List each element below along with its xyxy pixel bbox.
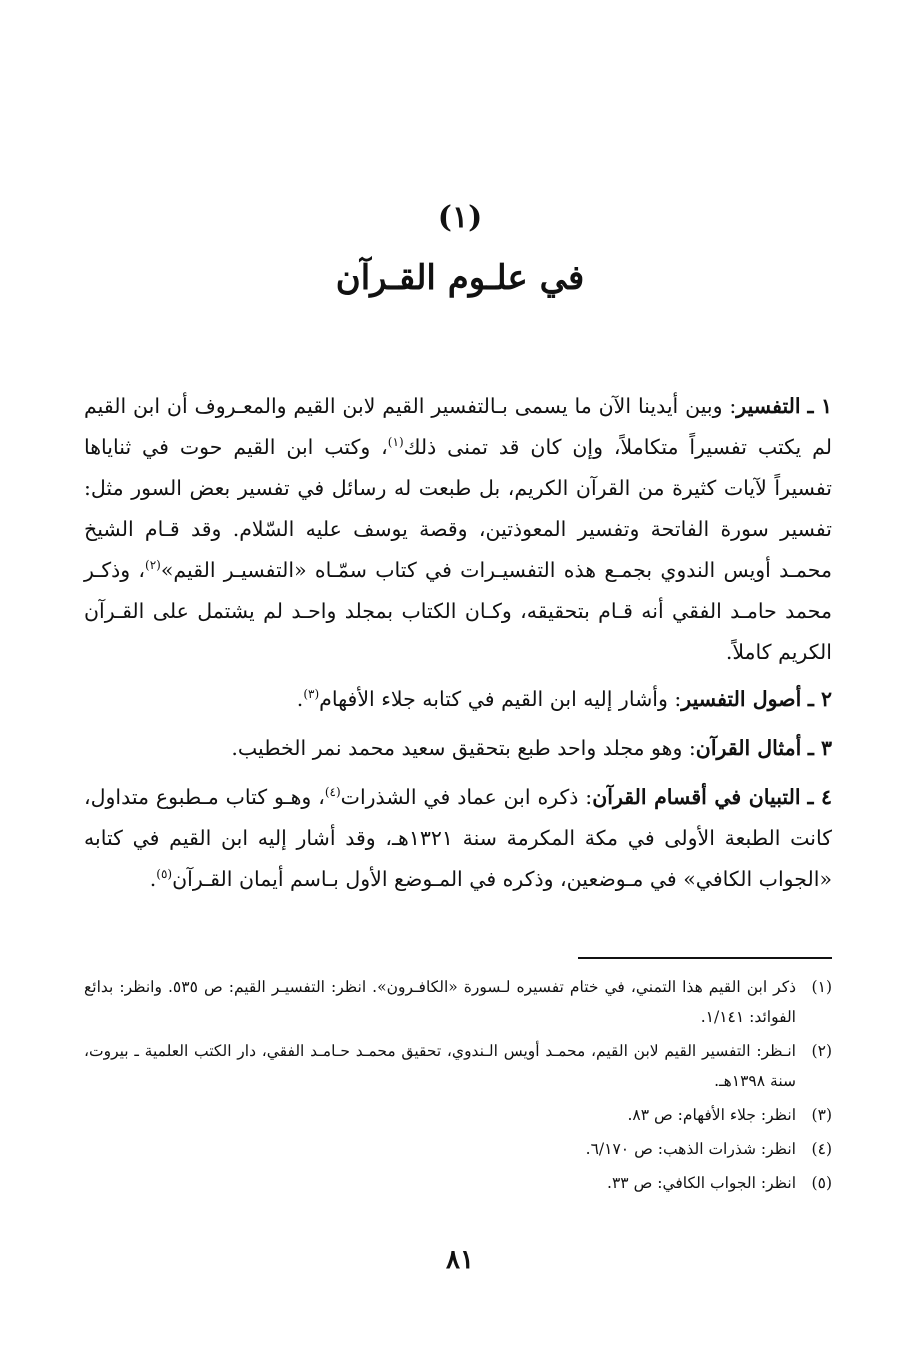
footnote-3 — [84, 1100, 832, 1130]
item-text: ، وذكـر محمد حامـد الفقي أنه قـام بتحقيقه، وكـان الكتاب بمجلد واحـد لم يشتمل على القـرآن الكريم كاملاً. — [84, 558, 832, 664]
item-text: : وبين أيدينا الآن ما يسمى بـالتفسير القيم لابن القيم والمعـروف أن ابن القيم لم يكتب تفسيراً متكاملاً، وإن كان قد تمنى ذلك — [84, 394, 833, 459]
footnote-label: (٥) — [811, 1174, 832, 1192]
item-title: التفسير — [736, 394, 801, 418]
footnote-text: انظر: الجواب الكافي: ص ٣٣. — [607, 1174, 796, 1192]
footnote-ref[interactable]: (٥) — [156, 867, 173, 882]
footnote-ref[interactable]: (٤) — [324, 785, 341, 800]
footnote-text: انـظر: التفسير القيم لابن القيم، محمـد أويس الـندوي، تحقيق محمـد حـامـد الفقي، دار الكتب العلمية ـ بيروت، سنة ١٣٩٨هـ. — [84, 1042, 796, 1090]
chapter-number: (١) — [437, 200, 483, 235]
item-text: ، وكتب ابن القيم حوت في ثناياها تفسيراً لآيات كثيرة من القرآن الكريم، بل طبعت له رسائل في تفسير بعض السور مثل: تفسير سورة الفاتحة وتفسير المعوذتين، وقصة يوسف عليه السّلام. وقد قـام الشيخ محمـد أويس الندوي بجمـع هذه التفسيـرات في كتاب سمّـاه «التفسيـر القيم» — [84, 435, 832, 582]
chapter-title: في علـوم القـرآن — [335, 258, 585, 298]
footnote-5 — [84, 1168, 832, 1198]
footnote-label: (٤) — [811, 1140, 832, 1158]
item-number: ١ ـ — [807, 394, 832, 418]
footnote-text: ذكر ابن القيم هذا التمني، في ختام تفسيره لـسورة «الكافـرون». انظر: التفسيـر القيم: ص ٥٣٥. وانظر: بدائع الفوائد: ١/١٤١. — [84, 978, 796, 1026]
paragraph-item-2 — [84, 679, 832, 720]
footnote-1 — [84, 972, 832, 1032]
footnote-label: (٣) — [811, 1106, 832, 1124]
item-text: : وأشار إليه ابن القيم في كتابه جلاء الأفهام — [319, 687, 682, 711]
item-title: التبيان في أقسام القرآن — [592, 785, 801, 809]
footnote-text: انظر: جلاء الأفهام: ص ٨٣. — [627, 1106, 796, 1124]
item-title: أمثال القرآن — [695, 736, 802, 760]
footnotes — [84, 972, 832, 1202]
footnote-ref[interactable]: (٣) — [303, 687, 320, 702]
footnote-label: (٢) — [811, 1042, 832, 1060]
item-text: : ذكره ابن عماد في الشذرات — [340, 785, 593, 809]
body-text — [84, 386, 832, 908]
footnote-divider — [578, 957, 832, 959]
paragraph-item-4 — [84, 777, 832, 900]
footnote-label: (١) — [811, 978, 832, 996]
footnote-text: انظر: شذرات الذهب: ص ٦/١٧٠. — [585, 1140, 796, 1158]
item-number: ٣ ـ — [807, 736, 832, 760]
item-title: أصول التفسير — [681, 687, 802, 711]
footnote-ref[interactable]: (١) — [387, 435, 404, 450]
item-number: ٤ ـ — [807, 785, 832, 809]
footnote-ref[interactable]: (٢) — [145, 558, 161, 573]
footnote-4 — [84, 1134, 832, 1164]
item-text: ، وهـو كتاب مـطبوع متداول، كانت الطبعة الأولى في مكة المكرمة سنة ١٣٢١هـ، وقد أشار إليه ابن القيم في كتابه «الجواب الكافي» في مـوضعين، وذكره في المـوضع الأول بـاسم أيمان القـرآن — [84, 785, 832, 891]
footnote-2 — [84, 1036, 832, 1096]
page-number: ٨١ — [446, 1245, 474, 1275]
paragraph-item-1 — [84, 386, 832, 673]
paragraph-item-3 — [84, 728, 832, 769]
item-text: . — [149, 867, 157, 891]
item-text: . — [296, 687, 304, 711]
item-number: ٢ ـ — [807, 687, 832, 711]
item-text: : وهو مجلد واحد طبع بتحقيق سعيد محمد نمر الخطيب. — [231, 736, 696, 760]
